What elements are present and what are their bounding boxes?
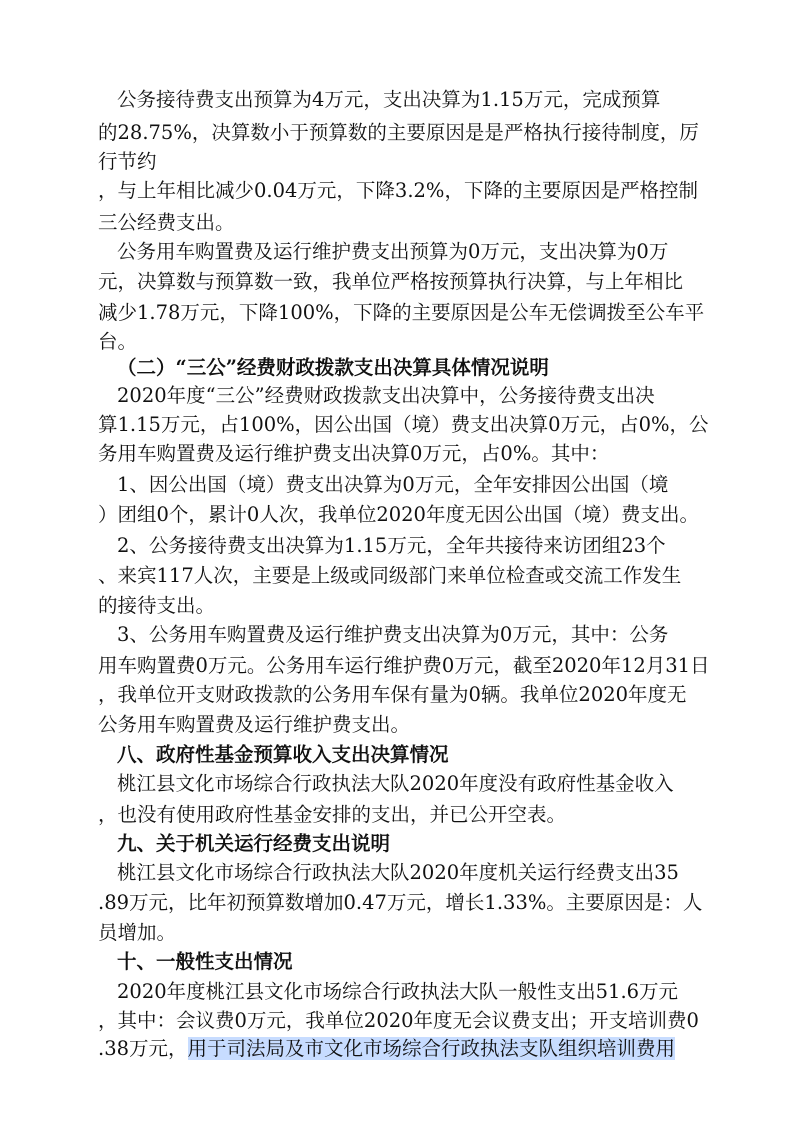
text-line: 减少1.78万元，下降100%，下降的主要原因是公车无偿调拨至公车平 (98, 301, 705, 324)
text-line: 的28.75%，决算数小于预算数的主要原因是是严格执行接待制度，厉 (98, 121, 699, 144)
text-line: 行节约 (98, 150, 157, 173)
text-line: 、来宾117人次，主要是上级或同级部门来单位检查或交流工作发生 (98, 564, 682, 587)
text-line: 公务用车购置费及运行维护费支出预算为0万元，支出决算为0万 (117, 240, 669, 263)
text-line: 3、公务用车购置费及运行维护费支出决算为0万元，其中：公务 (117, 623, 669, 646)
section-heading: 十、一般性支出情况 (117, 950, 293, 973)
text-line: ，其中：会议费0万元，我单位2020年度无会议费支出；开支培训费0 (98, 1009, 699, 1032)
text-line: 员增加。 (98, 921, 177, 944)
section-heading: （二）“三公”经费财政拨款支出决算具体情况说明 (117, 356, 549, 379)
text-line: 桃江县文化市场综合行政执法大队2020年度没有政府性基金收入 (117, 772, 674, 795)
text-line: 公务接待费支出预算为4万元，支出决算为1.15万元，完成预算 (117, 88, 661, 111)
text-line: 桃江县文化市场综合行政执法大队2020年度机关运行经费支出35 (117, 861, 679, 884)
text-fragment: .38万元， (98, 1037, 188, 1060)
text-line: 用车购置费0万元。公务用车运行维护费0万元，截至2020年12月31日 (98, 654, 710, 677)
text-line: ，与上年相比减少0.04万元，下降3.2%，下降的主要原因是严格控制 (98, 179, 698, 202)
text-line: 2020年度“三公”经费财政拨款支出决算中，公务接待费支出决 (117, 384, 655, 407)
selected-text-highlight[interactable]: 用于司法局及市文化市场综合行政执法支队组织培训费用 (187, 1037, 676, 1060)
text-line: 务用车购置费及运行维护费支出决算0万元，占0%。其中： (98, 442, 610, 465)
text-line: ，也没有使用政府性基金安排的支出，并已公开空表。 (98, 803, 567, 826)
text-line: ，我单位开支财政拨款的公务用车保有量为0辆。我单位2020年度无 (98, 683, 687, 706)
section-heading: 八、政府性基金预算收入支出决算情况 (117, 743, 449, 766)
text-line: 三公经费支出。 (98, 211, 235, 234)
text-line (0, 1033, 793, 1065)
text-line: 公务用车购置费及运行维护费支出。 (98, 713, 411, 736)
text-line: 2、公务接待费支出决算为1.15万元，全年共接待来访团组23个 (117, 534, 666, 557)
text-line: 算1.15万元，占100%，因公出国（境）费支出决算0万元，占0%，公 (98, 413, 709, 436)
text-line: 1、因公出国（境）费支出决算为0万元，全年安排因公出国（境 (117, 473, 669, 496)
text-line: 元，决算数与预算数一致，我单位严格按预算执行决算，与上年相比 (98, 270, 684, 293)
text-line: .89万元，比年初预算数增加0.47万元，增长1.33%。主要原因是：人 (98, 891, 703, 914)
section-heading: 九、关于机关运行经费支出说明 (117, 832, 391, 855)
text-line: 台。 (98, 330, 138, 353)
text-line: 2020年度桃江县文化市场综合行政执法大队一般性支出51.6万元 (117, 980, 679, 1003)
text-line: 的接待支出。 (98, 594, 216, 617)
text-line: ）团组0个，累计0人次，我单位2020年度无因公出国（境）费支出。 (98, 503, 699, 526)
